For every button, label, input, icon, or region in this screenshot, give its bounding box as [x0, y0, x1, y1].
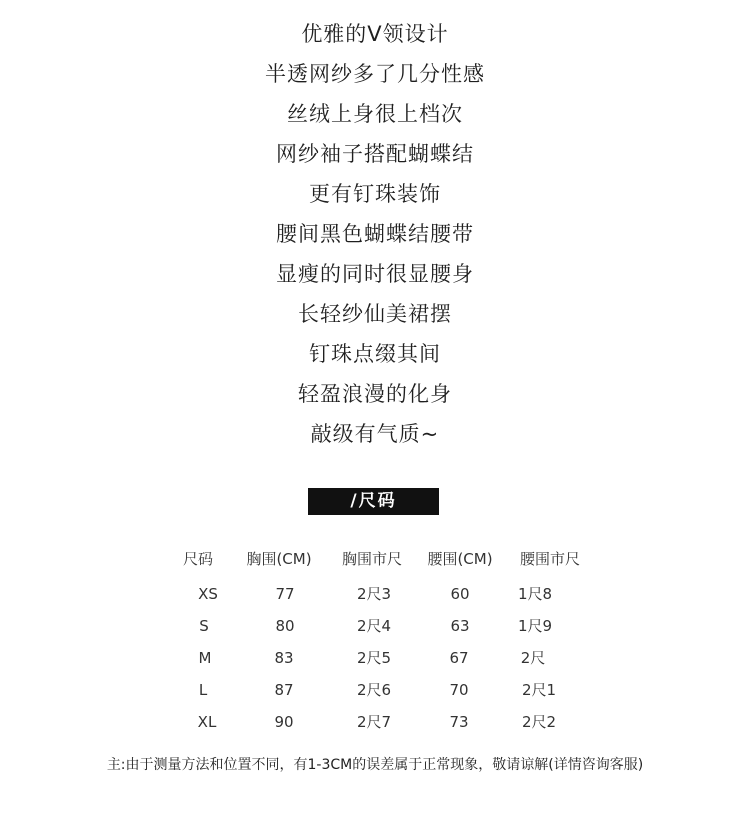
size-section-badge: /尺码 — [308, 488, 439, 515]
description-line: 网纱袖子搭配蝴蝶结 — [276, 142, 474, 166]
description-line: 敲级有气质~ — [310, 422, 440, 446]
description-line: 长轻纱仙美裙摆 — [298, 302, 452, 326]
size-table-cell: M — [198, 649, 212, 667]
description-line: 丝绒上身很上档次 — [287, 102, 463, 126]
description-line: 腰间黑色蝴蝶结腰带 — [276, 222, 474, 246]
size-table-cell: 90 — [274, 713, 294, 731]
size-table-cell: 63 — [450, 617, 470, 635]
size-table-cell: S — [199, 617, 209, 635]
size-table-cell: 1尺8 — [517, 585, 553, 603]
size-table-cell: XS — [198, 585, 218, 603]
size-table-header: 腰围市尺 — [519, 550, 581, 568]
description-line: 半透网纱多了几分性感 — [265, 62, 485, 86]
size-table-cell: 1尺9 — [517, 617, 553, 635]
description-line: 更有钉珠装饰 — [309, 182, 441, 206]
description-line: 显瘦的同时很显腰身 — [276, 262, 474, 286]
size-table-cell: 77 — [275, 585, 295, 603]
size-table-cell: 2尺1 — [521, 681, 557, 699]
size-table-cell: XL — [197, 713, 217, 731]
size-table-cell: 2尺2 — [521, 713, 557, 731]
size-table-cell: 2尺3 — [356, 585, 392, 603]
size-table-cell: 67 — [449, 649, 469, 667]
size-table-cell: 70 — [449, 681, 469, 699]
measurement-note: 主:由于测量方法和位置不同，有1-3CM的误差属于正常现象，敬请谅解(详情咨询客服) — [106, 757, 644, 773]
size-table-cell: 2尺5 — [356, 649, 392, 667]
size-table-cell: 2尺6 — [356, 681, 392, 699]
size-table-header: 尺码 — [182, 550, 214, 568]
product-description — [0, 14, 750, 454]
size-table-cell: 80 — [275, 617, 295, 635]
size-table-header: 胸围(CM) — [246, 550, 312, 568]
size-table-cell: 83 — [274, 649, 294, 667]
size-table-cell: 60 — [450, 585, 470, 603]
size-table-cell: 73 — [449, 713, 469, 731]
size-table-cell: 2尺 — [520, 649, 546, 667]
size-table-header: 胸围市尺 — [341, 550, 403, 568]
description-line: 优雅的V领设计 — [301, 22, 449, 46]
size-table-header: 腰围(CM) — [427, 550, 493, 568]
size-table-cell: L — [198, 681, 208, 699]
size-table — [0, 543, 750, 738]
description-line: 钉珠点缀其间 — [309, 342, 441, 366]
size-table-cell: 2尺7 — [356, 713, 392, 731]
size-table-cell: 2尺4 — [356, 617, 392, 635]
description-line: 轻盈浪漫的化身 — [298, 382, 452, 406]
size-table-cell: 87 — [274, 681, 294, 699]
